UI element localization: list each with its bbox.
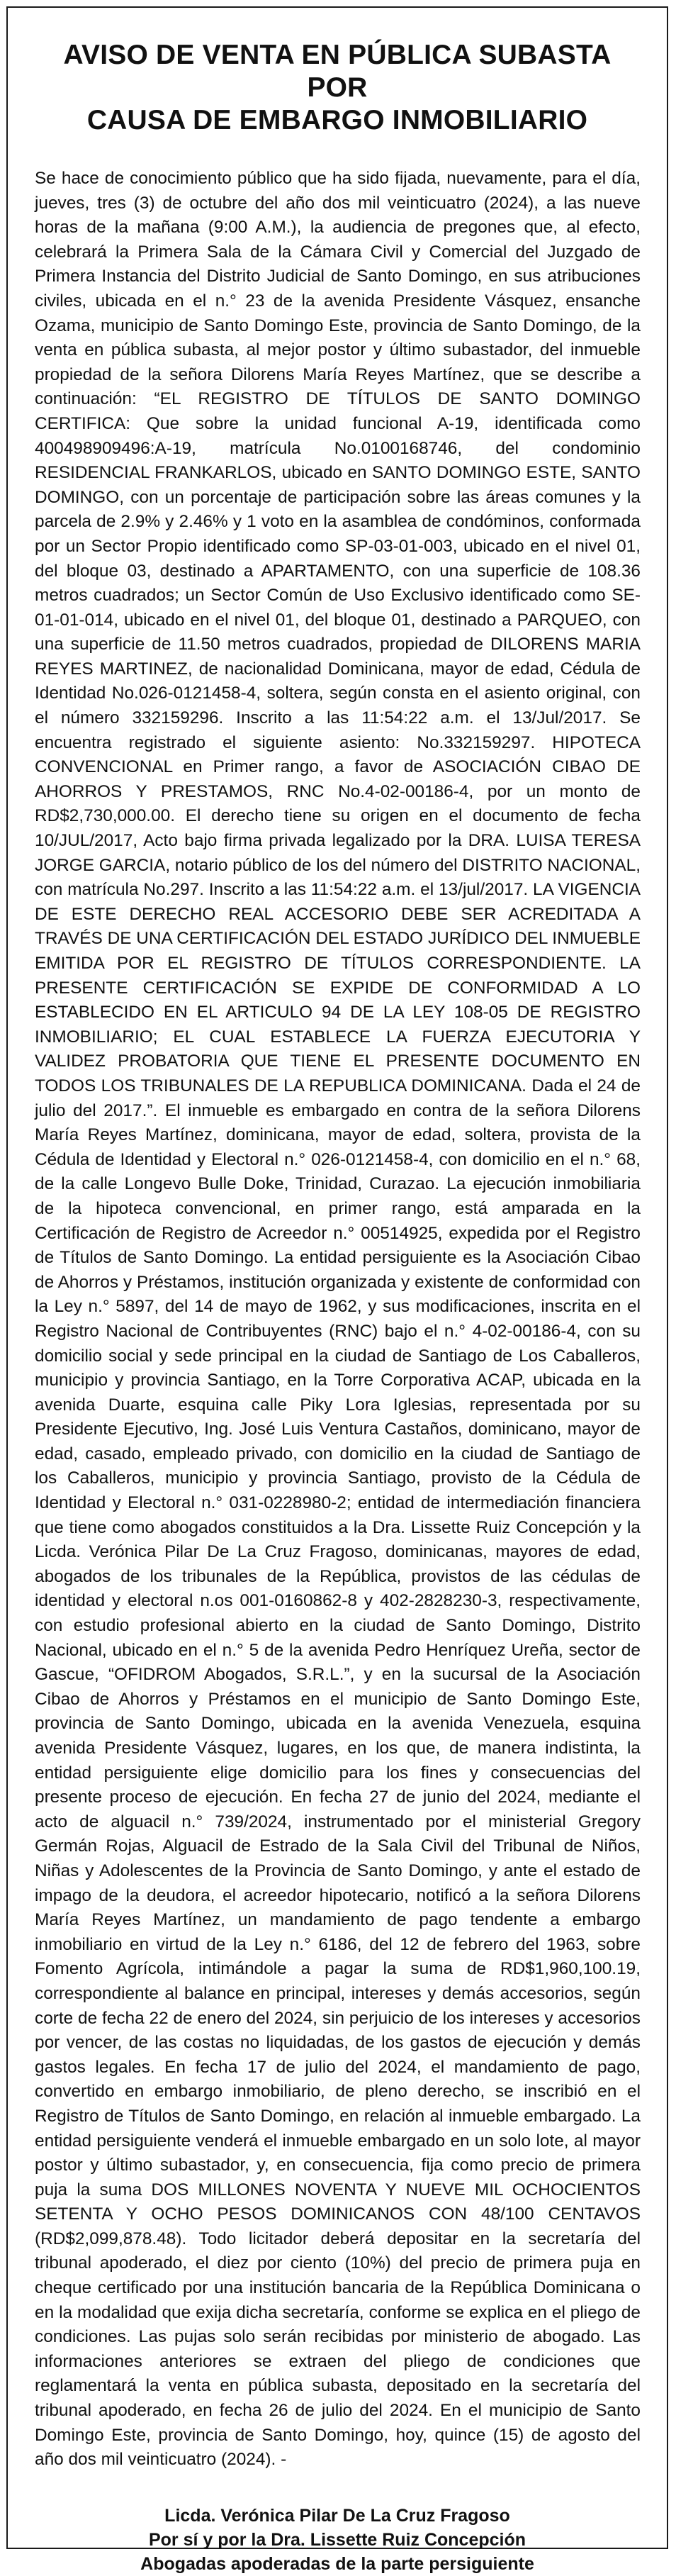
signature-block xyxy=(8,2504,667,2576)
signature-name: Licda. Verónica Pilar De La Cruz Fragoso xyxy=(164,2505,510,2526)
title-line-2: CAUSA DE EMBARGO INMOBILIARIO xyxy=(86,105,588,135)
notice-title xyxy=(36,39,638,137)
legal-notice xyxy=(6,6,668,2574)
notice-body-paragraph: Se hace de conocimiento público que ha sido fijada, nuevamente, para el día, jueves, tres (3) de octubre del año dos mil veinticuatro (2024), a las nueve horas de la mañana (9:00 A.M.), la audiencia de pregones que, al efecto, celebrará la Primera Sala de la Cámara Civil y Comercial del Juzgado de Primera Instancia del Distrito Judicial de Santo Domingo, en sus atribuciones civiles, ubicada en el n.° 23 de la avenida Presidente Vásquez, ensanche Ozama, municipio de Santo Domingo Este, provincia de Santo Domingo, de la venta en pública subasta, al mejor postor y último subastador, del inmueble propiedad de la señora Dilorens María Reyes Martínez, que se describe a continuación: “EL REGISTRO DE TÍTULOS DE SANTO DOMINGO CERTIFICA: Que sobre la unidad funcional A-19, identificada como 400498909496:A-19, matrícula No.0100168746, del condominio RESIDENCIAL FRANKARLOS, ubicado en SANTO DOMINGO ESTE, SANTO DOMINGO, con un porcentaje de participación sobre las áreas comunes y la parcela de 2.9% y 2.46% y 1 voto en la asamblea de condóminos, conformada por un Sector Propio identificado como SP-03-01-003, ubicado en el nivel 01, del bloque 03, destinado a APARTAMENTO, con una superficie de 108.36 metros cuadrados; un Sector Común de Uso Exclusivo identificado como SE-01-01-014, ubicado en el nivel 01, del bloque 01, destinado a PARQUEO, con una superficie de 11.50 metros cuadrados, propiedad de DILORENS MARIA REYES MARTINEZ, de nacionalidad Dominicana, mayor de edad, Cédula de Identidad No.026-0121458-4, soltera, según consta en el asiento original, con el número 332159296. Inscrito a las 11:54:22 a.m. el 13/Jul/2017. Se encuentra registrado el siguiente asiento: No.332159297. HIPOTECA CONVENCIONAL en Primer rango, a favor de ASOCIACIÓN CIBAO DE AHORROS Y PRESTAMOS, RNC No.4-02-00186-4, por un monto de RD$2,730,000.00. El derecho tiene su origen en el documento de fecha 10/JUL/2017, Acto bajo firma privada legalizado por la DRA. LUISA TERESA JORGE GARCIA, notario público de los del número del DISTRITO NACIONAL, con matrícula No.297. Inscrito a las 11:54:22 a.m. el 13/jul/2017. LA VIGENCIA DE ESTE DERECHO REAL ACCESORIO DEBE SER ACREDITADA A TRAVÉS DE UNA CERTIFICACIÓN DEL ESTADO JURÍDICO DEL INMUEBLE EMITIDA POR EL REGISTRO DE TÍTULOS CORRESPONDIENTE. LA PRESENTE CERTIFICACIÓN SE EXPIDE DE CONFORMIDAD A LO ESTABLECIDO EN EL ARTICULO 94 DE LA LEY 108-05 DE REGISTRO INMOBILIARIO; EL CUAL ESTABLECE LA FUERZA EJECUTORIA Y VALIDEZ PROBATORIA QUE TIENE EL PRESENTE DOCUMENTO EN TODOS LOS TRIBUNALES DE LA REPUBLICA DOMINICANA. Dada el 24 de julio del 2017.”. El inmueble es embargado en contra de la señora Dilorens María Reyes Martínez, dominicana, mayor de edad, soltera, provista de la Cédula de Identidad y Electoral n.° 026-0121458-4, con domicilio en el n.° 68, de la calle Longevo Bulle Doke, Trinidad, Curazao. La ejecución inmobiliaria de la hipoteca convencional, en primer rango, está amparada en la Certificación de Registro de Acreedor n.° 00514925, expedida por el Registro de Títulos de Santo Domingo. La entidad persiguiente es la Asociación Cibao de Ahorros y Préstamos, institución organizada y existente de conformidad con la Ley n.° 5897, del 14 de mayo de 1962, y sus modificaciones, inscrita en el Registro Nacional de Contribuyentes (RNC) bajo el n.° 4-02-00186-4, con su domicilio social y sede principal en la ciudad de Santiago de Los Caballeros, municipio y provincia Santiago, en la Torre Corporativa ACAP, ubicada en la avenida Duarte, esquina calle Piky Lora Iglesias, representada por su Presidente Ejecutivo, Ing. José Luis Ventura Castaños, dominicano, mayor de edad, casado, empleado privado, con domicilio en la ciudad de Santiago de los Caballeros, municipio y provincia Santiago, provisto de la Cédula de Identidad y Electoral n.° 031-0228980-2; entidad de intermediación financiera que tiene como abogados constituidos a la Dra. Lissette Ruiz Concepción y la Licda. Verónica Pilar De La Cruz Fragoso, dominicanas, mayores de edad, abogados de los tribunales de la República, provistos de las cédulas de identidad y electoral n.os 001-0160862-8 y 402-2828230-3, respectivamente, con estudio profesional abierto en la ciudad de Santo Domingo, Distrito Nacional, ubicado en el n.° 5 de la avenida Pedro Henríquez Ureña, sector de Gascue, “OFIDROM Abogados, S.R.L.”, y en la sucursal de la Asociación Cibao de Ahorros y Préstamos en el municipio de Santo Domingo Este, provincia de Santo Domingo, ubicada en la avenida Venezuela, esquina avenida Presidente Vásquez, lugares, en los que, de manera indistinta, la entidad persiguiente elige domicilio para los fines y consecuencias del presente proceso de ejecución. En fecha 27 de junio del 2024, mediante el acto de alguacil n.° 739/2024, instrumentado por el ministerial Gregory Germán Rojas, Alguacil de Estrado de la Sala Civil del Tribunal de Niños, Niñas y Adolescentes de la Provincia de Santo Domingo, y ante el estado de impago de la deudora, el acreedor hipotecario, notificó a la señora Dilorens María Reyes Martínez, un mandamiento de pago tendente a embargo inmobiliario en virtud de la Ley n.° 6186, del 12 de febrero del 1963, sobre Fomento Agrícola, intimándole a pagar la suma de RD$1,960,100.19, correspondiente al balance en principal, intereses y demás accesorios, según corte de fecha 22 de enero del 2024, sin perjuicio de los intereses y accesorios por vencer, de las costas no liquidadas, de los gastos de ejecución y demás gastos legales. En fecha 17 de julio del 2024, el mandamiento de pago, convertido en embargo inmobiliario, de pleno derecho, se inscribió en el Registro de Títulos de Santo Domingo, en relación al inmueble embargado. La entidad persiguiente venderá el inmueble embargado en un solo lote, al mayor postor y último subastador, y, en consecuencia, fija como precio de primera puja la suma DOS MILLONES NOVENTA Y NUEVE MIL OCHOCIENTOS SETENTA Y OCHO PESOS DOMINICANOS CON 48/100 CENTAVOS (RD$2,099,878.48). Todo licitador deberá depositar en la secretaría del tribunal apoderado, el diez por ciento (10%) del precio de primera puja en cheque certificado por una institución bancaria de la República Dominicana o en la modalidad que exija dicha secretaría, conforme se explica en el pliego de condiciones. Las pujas solo serán recibidas por ministerio de abogado. Las informaciones anteriores se extraen del pliego de condiciones que reglamentará la venta en pública subasta, depositado en la secretaría del tribunal apoderado, en fecha 26 de julio del 2024. En el municipio de Santo Domingo Este, provincia de Santo Domingo, hoy, quince (15) de agosto del año dos mil veinticuatro (2024). - xyxy=(35,169,641,2470)
signature-role: Abogadas apoderadas de la parte persiguiente xyxy=(140,2553,534,2574)
signature-co-counsel: Por sí y por la Dra. Lissette Ruiz Concepción xyxy=(148,2529,526,2550)
title-line-1: AVISO DE VENTA EN PÚBLICA SUBASTA POR xyxy=(63,40,612,103)
